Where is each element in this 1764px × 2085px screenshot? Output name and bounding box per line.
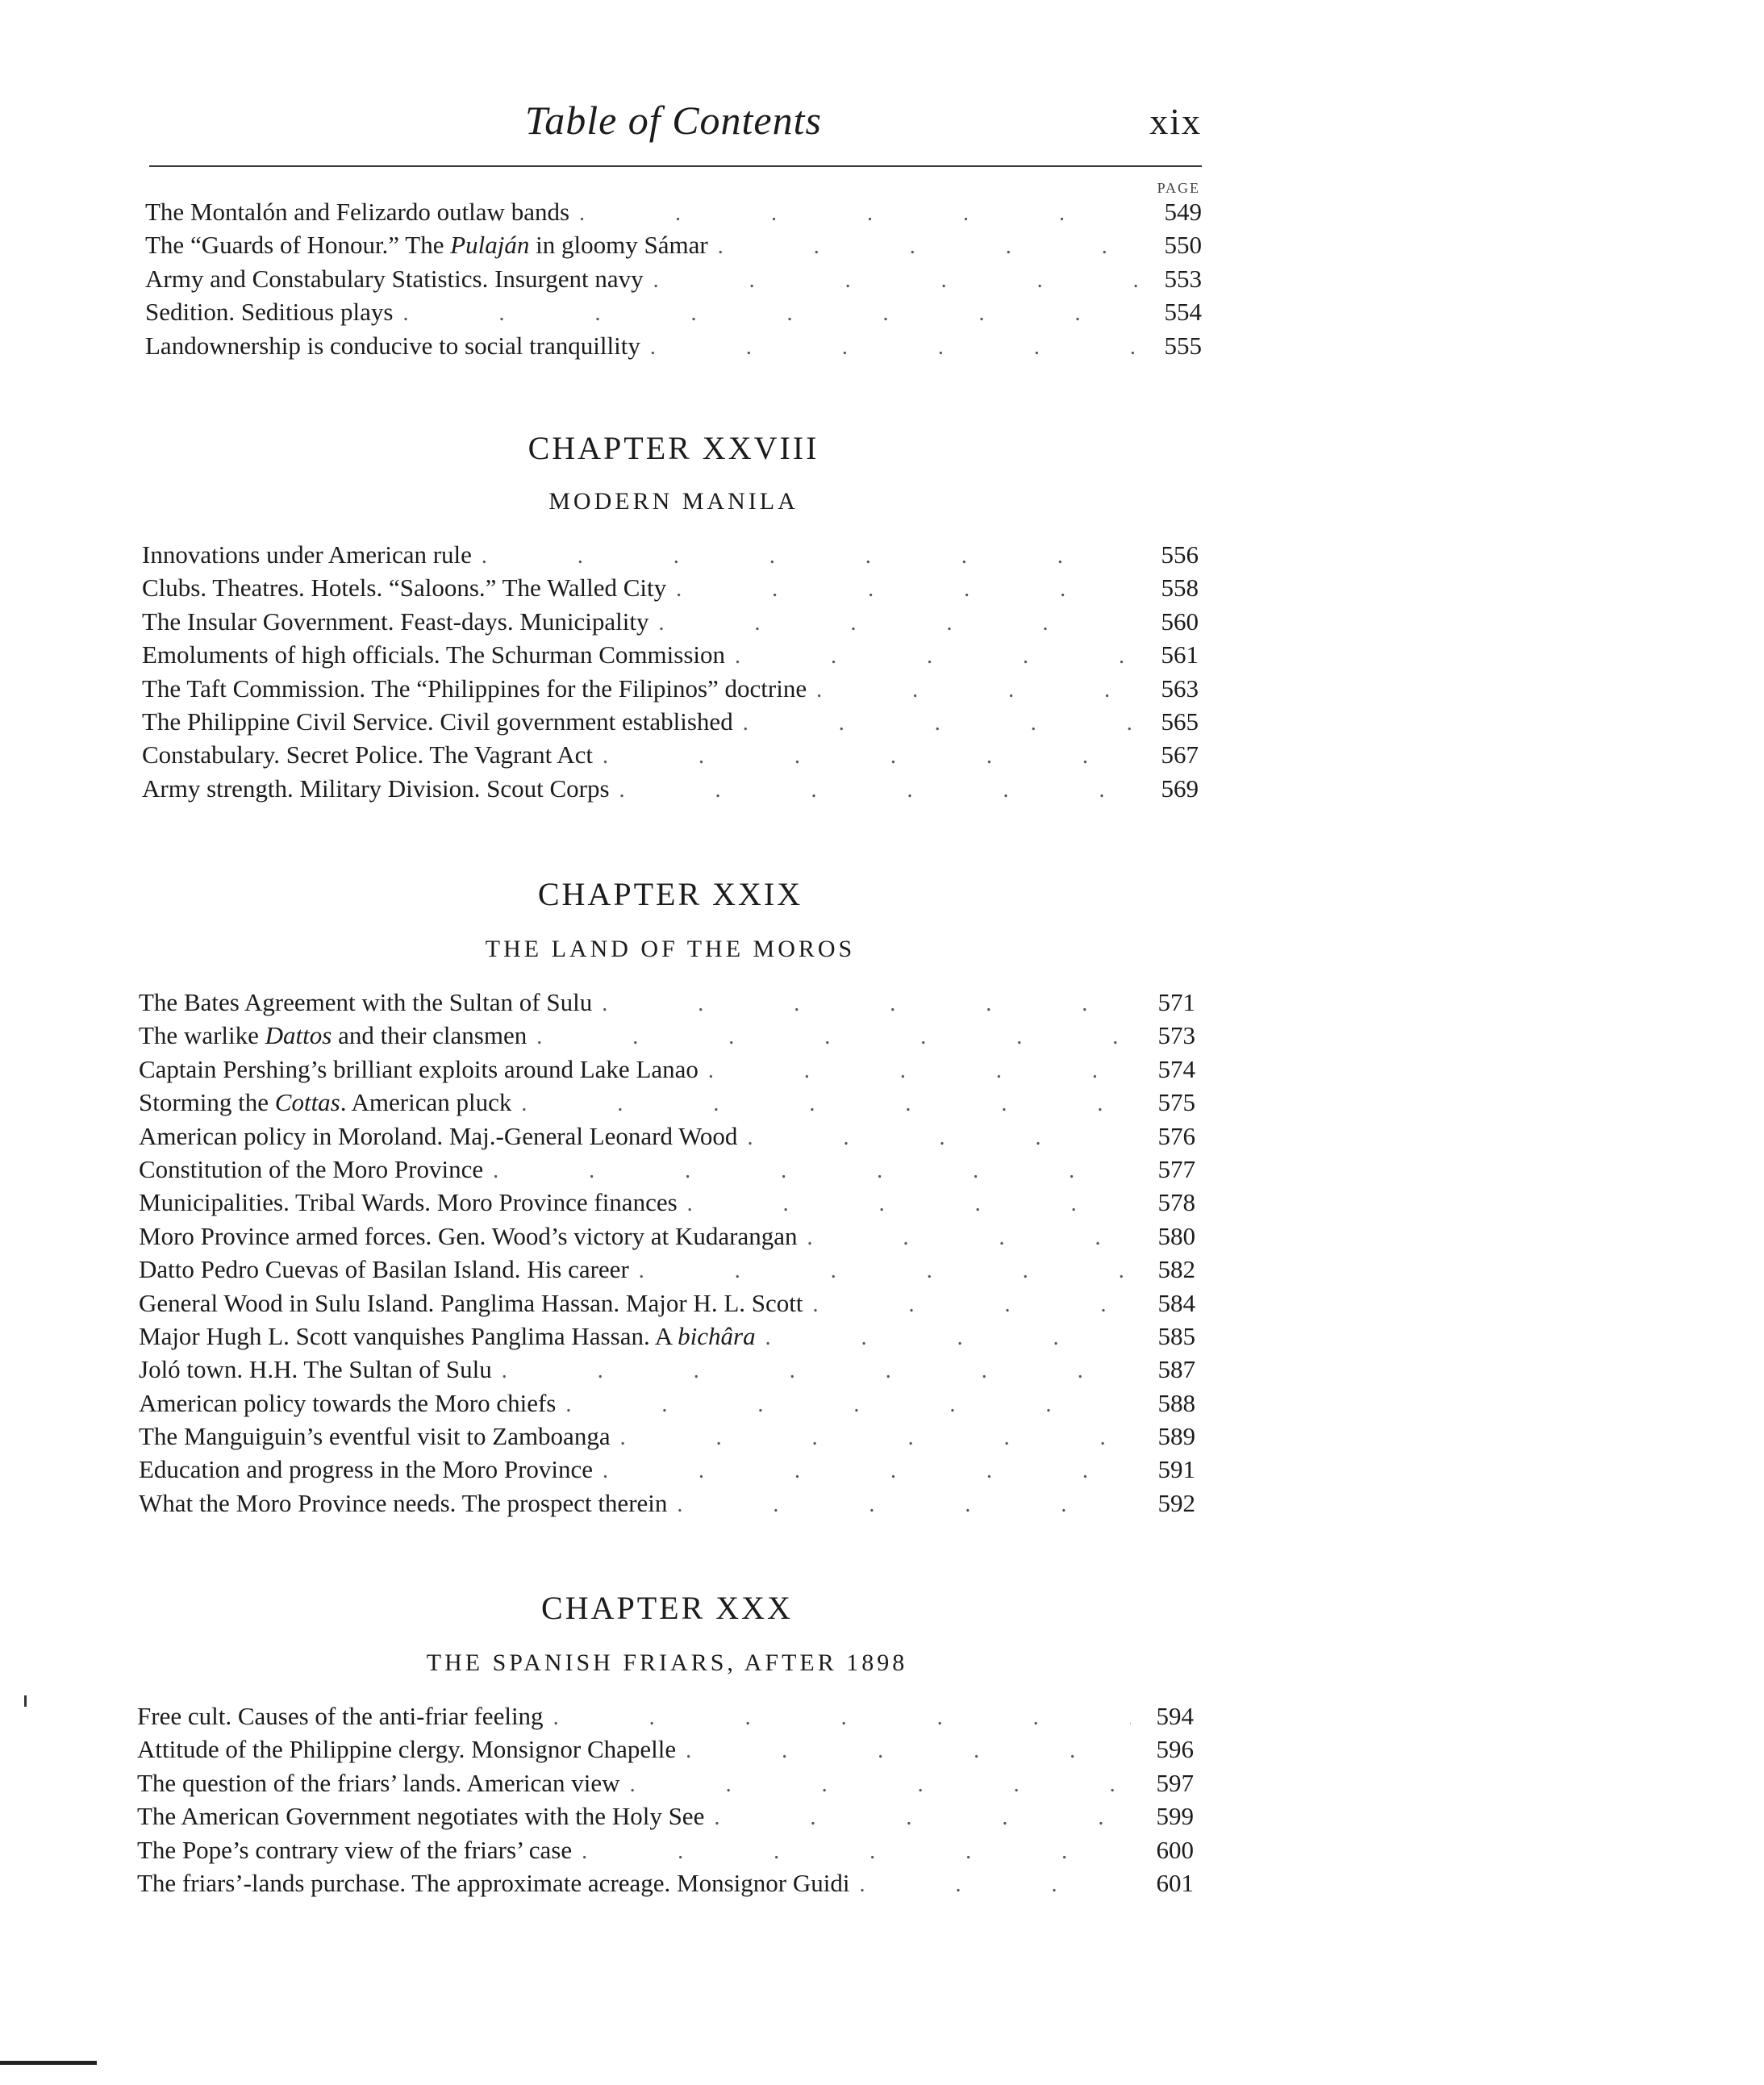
dot-leader — [687, 1188, 1132, 1217]
entry-title: The Bates Agreement with the Sultan of Sulu — [139, 988, 593, 1016]
toc-entry — [139, 1055, 1195, 1088]
entry-page: 555 — [1164, 331, 1202, 360]
toc-entry — [142, 640, 1199, 673]
dot-leader — [402, 298, 1139, 327]
entry-page: 578 — [1157, 1188, 1195, 1217]
entry-page: 556 — [1161, 540, 1199, 569]
dot-leader — [620, 1422, 1132, 1451]
entry-page: 550 — [1164, 231, 1202, 260]
chapter-subtitle: MODERN MANILA — [548, 488, 799, 515]
toc-entry — [139, 1489, 1195, 1522]
toc-entry — [137, 1869, 1194, 1902]
entry-title: Education and progress in the Moro Province — [139, 1455, 594, 1484]
dot-leader — [602, 988, 1132, 1017]
entry-title: Sedition. Seditious plays — [145, 298, 394, 327]
dot-leader — [765, 1322, 1132, 1351]
entry-page: 584 — [1157, 1288, 1195, 1317]
toc-entry — [139, 1322, 1195, 1355]
entry-page: 558 — [1161, 573, 1199, 603]
chapter-subtitle: THE SPANISH FRIARS, AFTER 1898 — [426, 1649, 908, 1676]
dot-leader — [743, 707, 1136, 736]
entry-title: The question of the friars’ lands. American view — [137, 1768, 620, 1797]
toc-entry — [142, 573, 1199, 607]
toc-entry — [137, 1702, 1194, 1735]
entry-title: American policy in Moroland. Maj.-General Leonard Wood — [139, 1121, 738, 1150]
dot-leader — [718, 231, 1139, 260]
entry-title: Landownership is conducive to social tranquillity — [145, 331, 640, 360]
toc-entry — [145, 332, 1202, 365]
entry-page: 549 — [1164, 198, 1202, 226]
running-title: Table of Contents — [525, 98, 822, 143]
entry-page: 554 — [1164, 298, 1202, 327]
entry-page: 571 — [1157, 988, 1195, 1016]
entry-title: Attitude of the Philippine clergy. Monsignor Chapelle — [137, 1735, 677, 1764]
entry-page: 588 — [1157, 1388, 1195, 1417]
toc-chapter-list — [142, 540, 1199, 807]
dot-leader — [658, 607, 1136, 636]
toc-entry — [145, 231, 1202, 264]
entry-page: 560 — [1161, 607, 1199, 636]
toc-entry — [142, 740, 1199, 774]
entry-page: 597 — [1156, 1768, 1194, 1797]
entry-page: 553 — [1164, 264, 1202, 293]
dot-leader — [502, 1355, 1132, 1384]
dot-leader — [714, 1802, 1131, 1831]
entry-title: Joló town. H.H. The Sultan of Sulu — [139, 1355, 492, 1384]
dot-leader — [603, 1455, 1132, 1484]
toc-chapter-list — [137, 1702, 1194, 1902]
entry-page: 582 — [1157, 1255, 1195, 1284]
toc-entry — [139, 1122, 1195, 1155]
toc-chapter-list — [139, 988, 1195, 1522]
entry-title: The Insular Government. Feast-days. Municipality — [142, 607, 649, 636]
entry-page: 561 — [1161, 640, 1199, 669]
entry-page: 594 — [1156, 1702, 1194, 1730]
toc-entry — [139, 1188, 1195, 1221]
entry-title: Free cult. Causes of the anti-friar feeling — [137, 1702, 544, 1730]
dot-leader — [493, 1155, 1132, 1184]
dot-leader — [565, 1389, 1132, 1418]
toc-entry — [139, 1422, 1195, 1455]
entry-title: Innovations under American rule — [142, 540, 472, 569]
toc-entry — [139, 1155, 1195, 1188]
dot-leader — [807, 1222, 1132, 1251]
entry-title: Army and Constabulary Statistics. Insurgent navy — [145, 264, 644, 293]
dot-leader — [816, 674, 1136, 703]
entry-title: The Pope’s contrary view of the friars’ case — [137, 1835, 573, 1864]
entry-title: Datto Pedro Cuevas of Basilan Island. His career — [139, 1255, 629, 1284]
entry-title: What the Moro Province needs. The prospect therein — [139, 1488, 668, 1517]
entry-page: 569 — [1161, 774, 1199, 803]
page-column-label: PAGE — [1157, 180, 1200, 196]
dot-leader — [582, 1836, 1131, 1865]
page-number: xix — [1149, 101, 1202, 142]
entry-title: Army strength. Military Division. Scout Corps — [142, 774, 610, 803]
toc-entry — [139, 1389, 1195, 1422]
entry-title: Emoluments of high officials. The Schurman Commission — [142, 640, 725, 669]
toc-entry — [139, 988, 1195, 1021]
dot-leader — [536, 1021, 1132, 1050]
toc-continued-list — [145, 198, 1202, 365]
entry-title: General Wood in Sulu Island. Panglima Hassan. Major H. L. Scott — [139, 1288, 803, 1317]
entry-title: Storming the Cottas. American pluck — [139, 1088, 512, 1117]
entry-page: 592 — [1157, 1488, 1195, 1517]
entry-page: 587 — [1157, 1355, 1195, 1384]
toc-entry — [139, 1021, 1195, 1054]
toc-entry — [142, 540, 1199, 573]
entry-title: Clubs. Theatres. Hotels. “Saloons.” The Walled City — [142, 573, 667, 603]
toc-entry — [142, 707, 1199, 740]
entry-page: 573 — [1157, 1021, 1195, 1050]
entry-title: The friars’-lands purchase. The approximate acreage. Monsignor Guidi — [137, 1868, 850, 1897]
dot-leader — [676, 573, 1136, 603]
dot-leader — [639, 1255, 1132, 1284]
toc-entry — [145, 198, 1202, 231]
entry-page: 596 — [1156, 1735, 1194, 1764]
entry-page: 600 — [1156, 1835, 1194, 1864]
entry-title: Constabulary. Secret Police. The Vagrant Act — [142, 740, 594, 769]
dot-leader — [708, 1055, 1132, 1084]
chapter-subtitle: THE LAND OF THE MOROS — [485, 936, 856, 962]
entry-title: The Philippine Civil Service. Civil government established — [142, 707, 733, 736]
entry-title: The Montalón and Felizardo outlaw bands — [145, 198, 570, 226]
entry-page: 575 — [1157, 1088, 1195, 1117]
dot-leader — [603, 740, 1136, 769]
dot-leader — [553, 1702, 1131, 1731]
entry-title: The “Guards of Honour.” The Pulaján in gloomy Sámar — [145, 231, 708, 260]
entry-page: 591 — [1157, 1455, 1195, 1484]
scan-speck — [24, 1695, 27, 1707]
toc-entry — [137, 1802, 1194, 1835]
entry-page: 589 — [1157, 1422, 1195, 1451]
dot-leader — [482, 540, 1136, 569]
entry-title: Constitution of the Moro Province — [139, 1154, 484, 1183]
entry-page: 567 — [1161, 740, 1199, 769]
entry-page: 580 — [1157, 1221, 1195, 1250]
dot-leader — [735, 640, 1136, 669]
entry-page: 563 — [1161, 673, 1199, 703]
dot-leader — [747, 1122, 1132, 1151]
dot-leader — [812, 1289, 1132, 1318]
scan-edge-mark — [0, 2061, 97, 2065]
chapter-heading: CHAPTER XXVIII — [528, 430, 819, 466]
entry-page: 574 — [1157, 1054, 1195, 1083]
dot-leader — [579, 198, 1139, 227]
toc-entry — [145, 298, 1202, 331]
toc-entry — [137, 1735, 1194, 1768]
toc-entry — [139, 1455, 1195, 1488]
running-head — [145, 97, 1202, 161]
toc-entry — [142, 674, 1199, 707]
entry-page: 565 — [1161, 707, 1199, 736]
chapter-heading: CHAPTER XXIX — [537, 876, 803, 912]
dot-leader — [859, 1869, 1131, 1898]
entry-page: 599 — [1156, 1802, 1194, 1831]
chapter-heading: CHAPTER XXX — [541, 1590, 793, 1626]
entry-title: Municipalities. Tribal Wards. Moro Province finances — [139, 1188, 678, 1217]
header-rule — [149, 165, 1202, 167]
toc-entry — [139, 1355, 1195, 1388]
entry-title: The American Government negotiates with the Holy See — [137, 1802, 705, 1831]
dot-leader — [521, 1088, 1132, 1117]
entry-page: 601 — [1156, 1868, 1194, 1897]
entry-title: The warlike Dattos and their clansmen — [139, 1021, 528, 1050]
entry-title: The Taft Commission. The “Philippines for the Filipinos” doctrine — [142, 673, 807, 703]
dot-leader — [619, 774, 1136, 803]
entry-title: American policy towards the Moro chiefs — [139, 1388, 557, 1417]
dot-leader — [653, 265, 1139, 294]
entry-page: 577 — [1157, 1154, 1195, 1183]
toc-entry — [137, 1836, 1194, 1869]
dot-leader — [650, 332, 1139, 361]
toc-entry — [139, 1088, 1195, 1121]
toc-entry — [137, 1769, 1194, 1802]
dot-leader — [630, 1769, 1131, 1798]
toc-entry — [142, 774, 1199, 807]
toc-entry — [139, 1289, 1195, 1322]
entry-title: The Manguiguin’s eventful visit to Zamboanga — [139, 1422, 611, 1451]
toc-entry — [139, 1222, 1195, 1255]
dot-leader — [677, 1489, 1132, 1518]
entry-title: Captain Pershing’s brilliant exploits around Lake Lanao — [139, 1054, 699, 1083]
entry-title: Major Hugh L. Scott vanquishes Panglima Hassan. A bichâra — [139, 1321, 756, 1350]
entry-page: 576 — [1157, 1121, 1195, 1150]
entry-title: Moro Province armed forces. Gen. Wood’s victory at Kudarangan — [139, 1221, 798, 1250]
toc-entry — [139, 1255, 1195, 1288]
toc-entry — [145, 265, 1202, 298]
entry-page: 585 — [1157, 1321, 1195, 1350]
dot-leader — [686, 1735, 1131, 1764]
toc-entry — [142, 607, 1199, 640]
